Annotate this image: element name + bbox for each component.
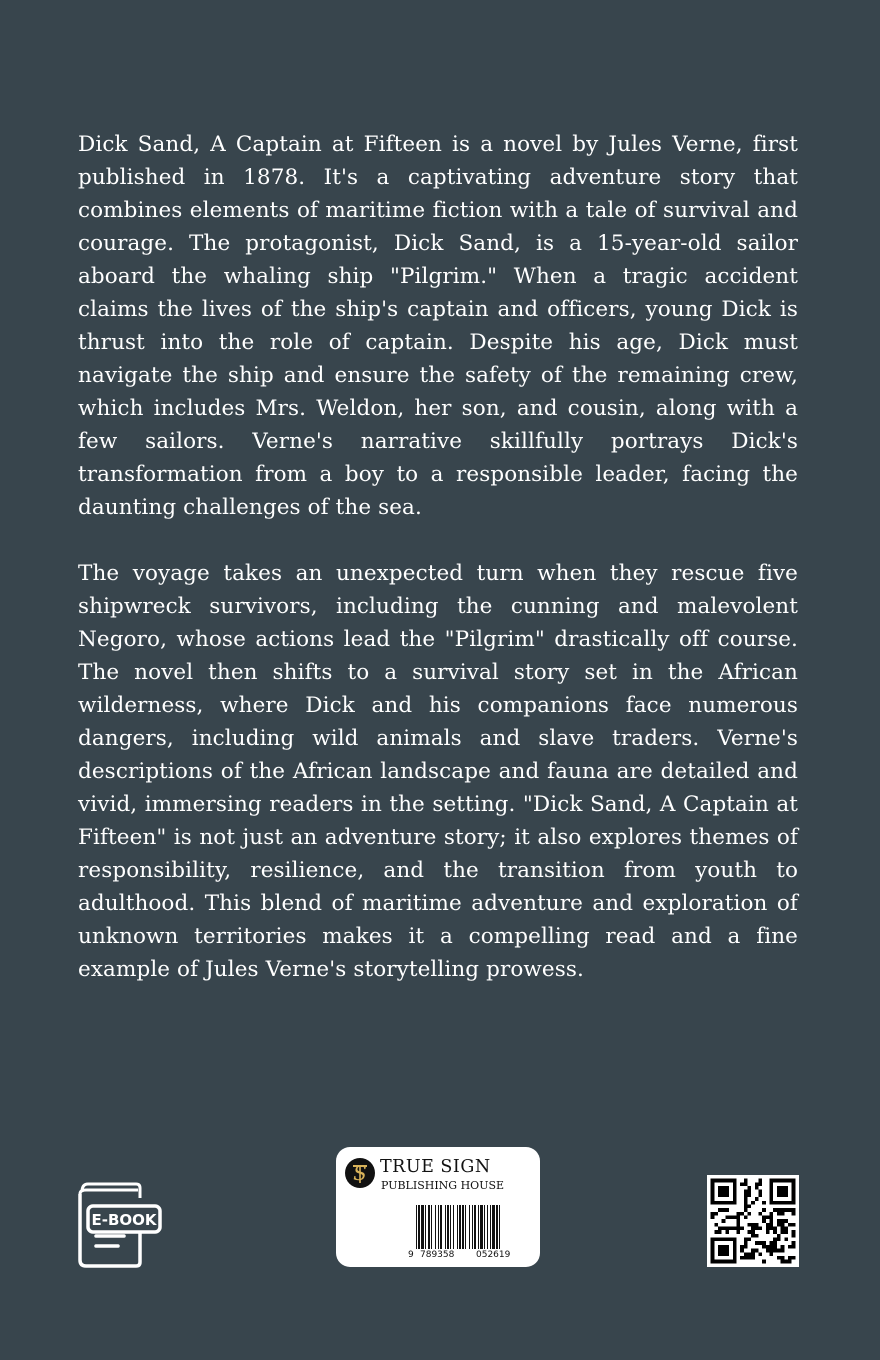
svg-text:S: S [353,1161,367,1185]
isbn-group-2: 052619 [476,1250,511,1260]
blurb-paragraph-2: The voyage takes an unexpected turn when they rescue five shipwreck survivors, including the cunning and malevolent Negoro, whose actions lead the "Pilgrim" drastically off course. The novel then shifts to a survival story set in the African wilderness, where Dick and his companions face numerous dangers, including wild animals and slave traders. Verne's descriptions of the African landscape and fauna are detailed and vivid, immersing readers in the setting. "Dick Sand, A Captain at Fifteen" is not just an adventure story; it also explores themes of responsibility, resilience, and the transition from youth to adulthood. This blend of maritime adventure and exploration of unknown territories makes it a compelling read and a fine example of Jules Verne's storytelling prowess. [78,561,798,982]
publisher-barcode-card [336,1147,540,1267]
publisher-name: TRUE SIGN [380,1157,491,1177]
back-cover-blurb [78,128,798,1019]
blurb-paragraph-1: Dick Sand, A Captain at Fifteen is a novel by Jules Verne, first published in 1878. It's a captivating adventure story that combines elements of maritime fiction with a tale of survival and courage. The protagonist, Dick Sand, is a 15-year-old sailor aboard the whaling ship "Pilgrim." When a tragic accident claims the lives of the ship's captain and officers, young Dick is thrust into the role of captain. Despite his age, Dick must navigate the ship and ensure the safety of the remaining crew, which includes Mrs. Weldon, her son, and cousin, along with a few sailors. Verne's narrative skillfully portrays Dick's transformation from a boy to a responsible leader, facing the daunting challenges of the sea. [78,132,798,520]
qr-code[interactable] [707,1175,799,1267]
ts-monogram-logo-icon [344,1157,376,1189]
isbn-lead-digit: 9 [408,1250,414,1260]
isbn-barcode [416,1205,529,1249]
ebook-icon-label: E-BOOK [91,1211,157,1229]
ebook-icon [78,1180,162,1268]
publisher-subtitle: PUBLISHING HOUSE [381,1179,505,1192]
isbn-group-1: 789358 [420,1250,455,1260]
